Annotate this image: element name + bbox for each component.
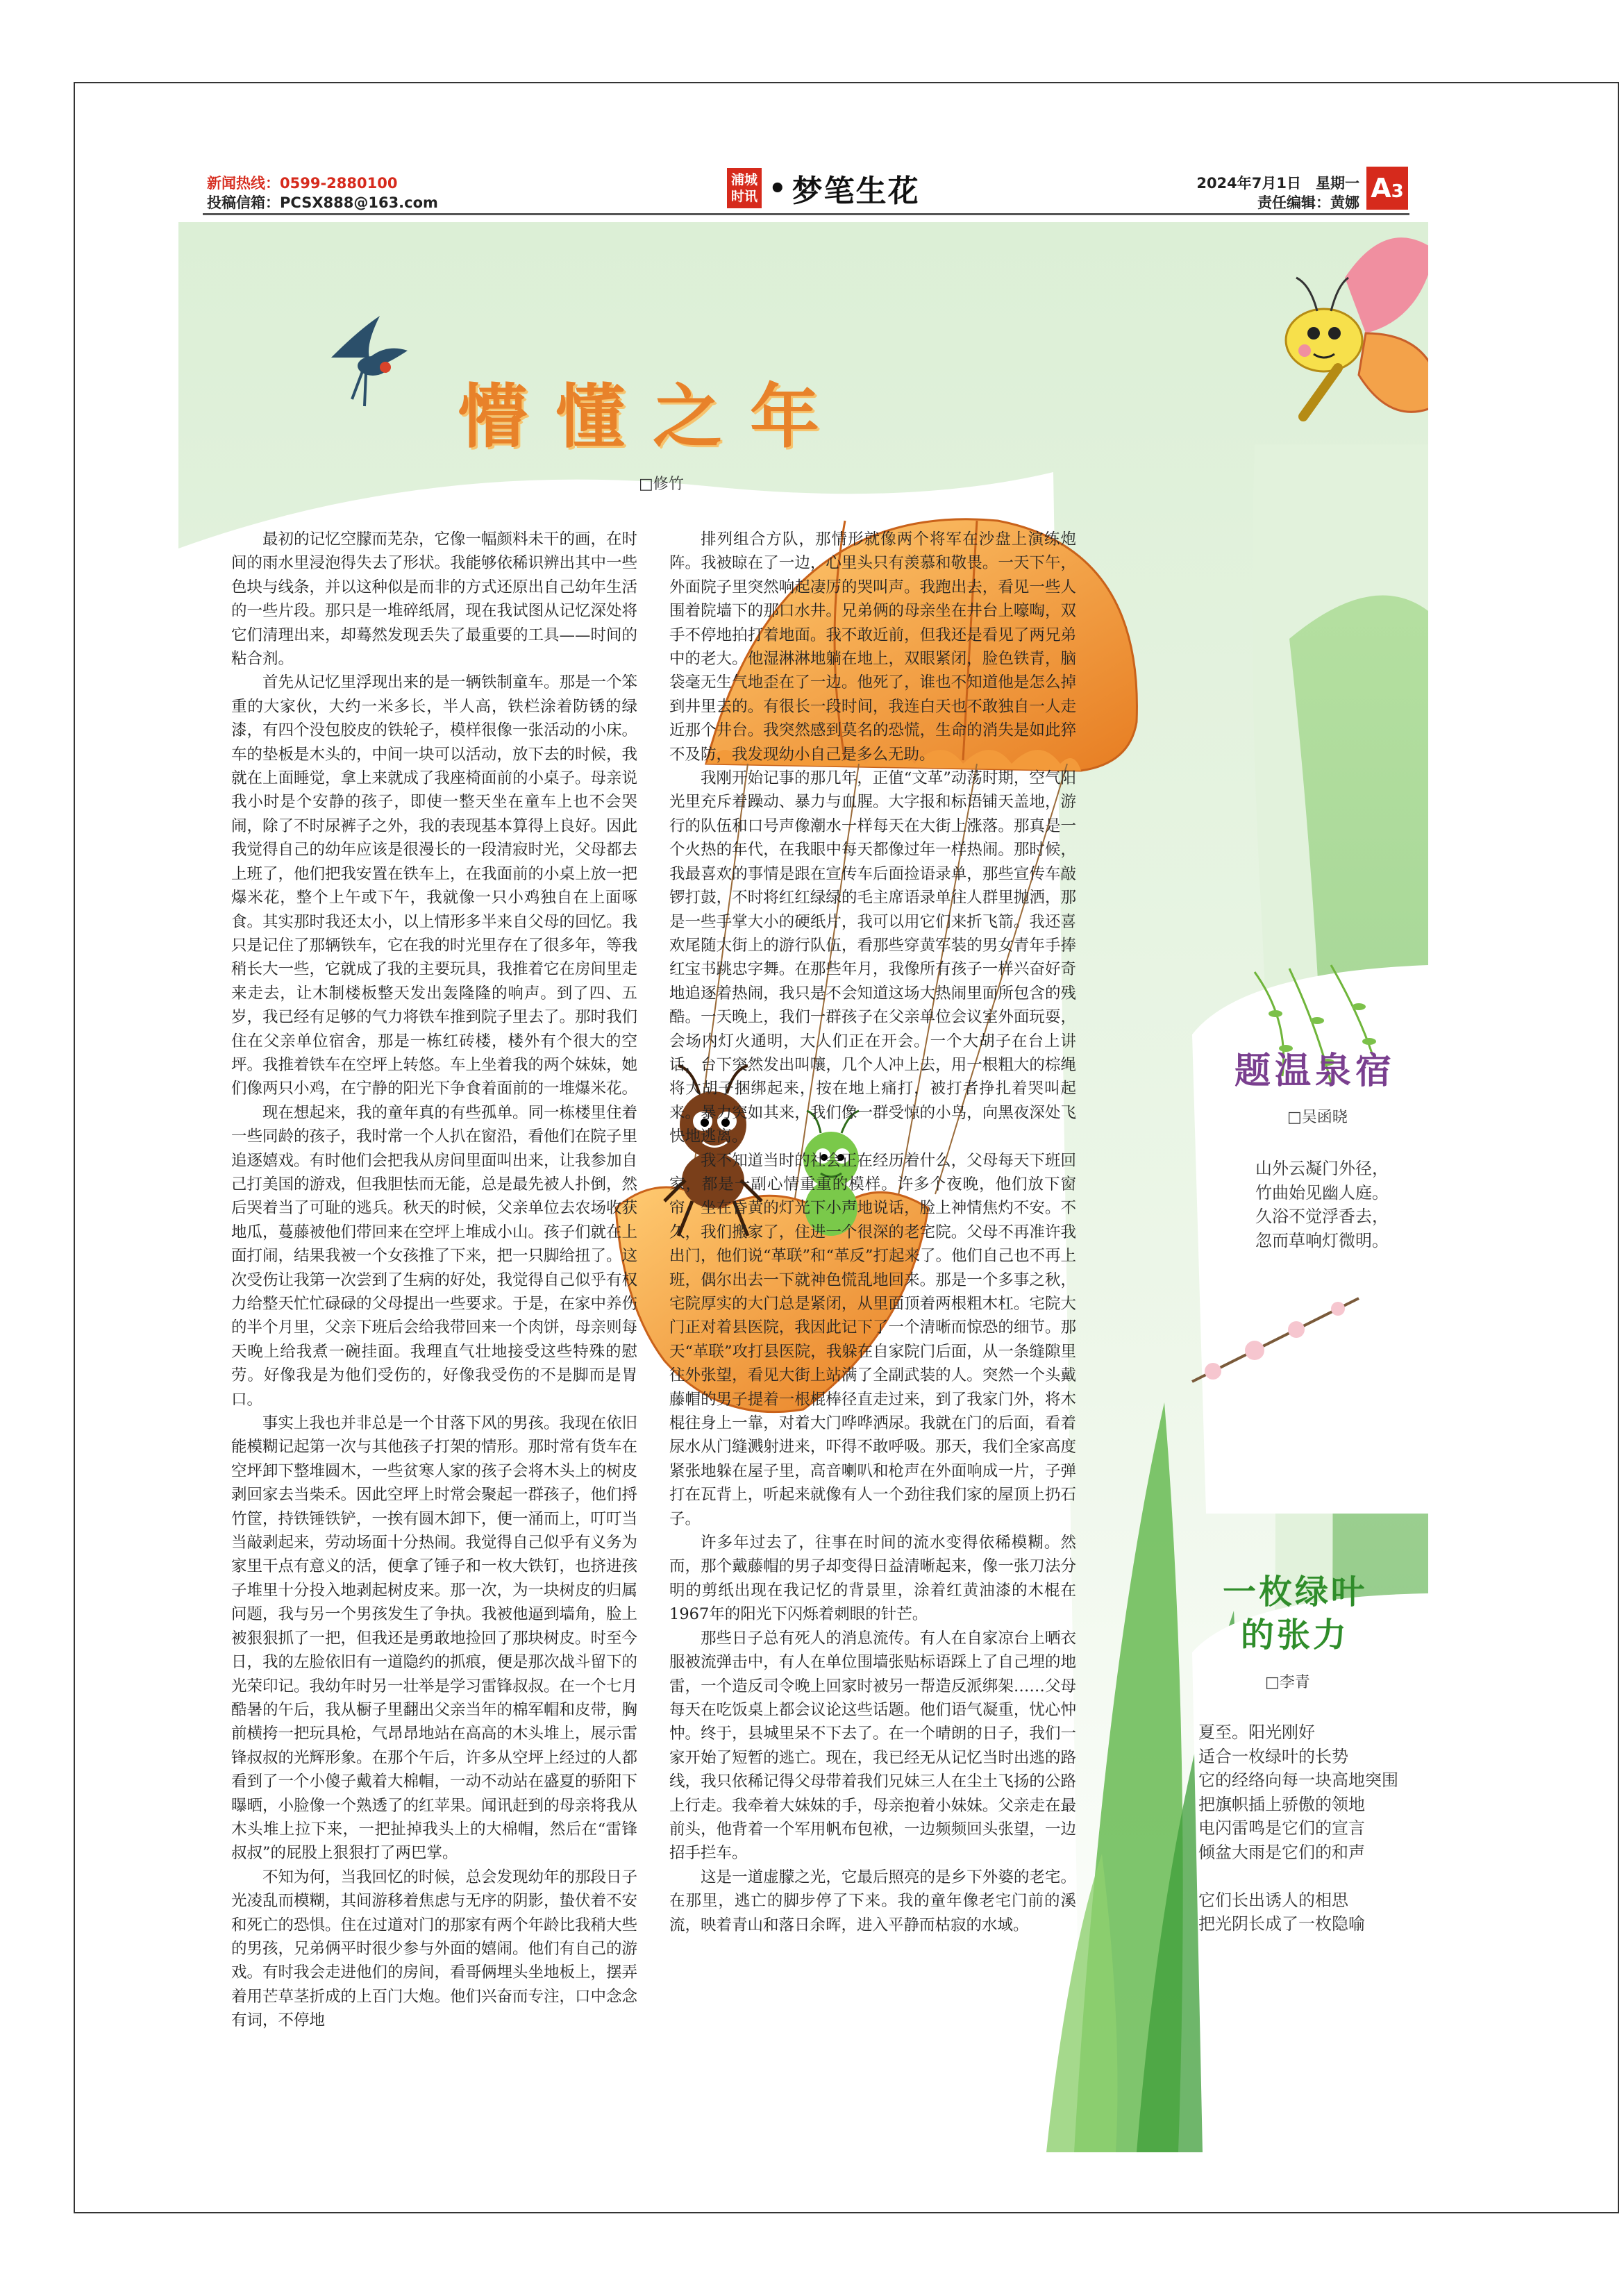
poem-line: 电闪雷鸣是它们的宣言 — [1198, 1818, 1365, 1838]
paragraph: 排列组合方队，那情形就像两个将军在沙盘上演练炮阵。我被晾在了一边，心里头只有羡慕和敬畏。一天下午，外面院子里突然响起凄厉的哭叫声。我跑出去，看见一些人围着院墙下的那口水井。兄弟俩的母亲坐在井台上嚎啕，双手不停地拍打着地面。我不敢近前，但我还是看见了两兄弟中的老大。他湿淋淋地躺在地上，双眼紧闭，脸色铁青，脑袋毫无生气地歪在了一边。他死了，谁也不知道他是怎么掉到井里去的。有很长一段时间，我连白天也不敢独自一人走近那个井台。我突然感到莫名的恐慌，生命的消失是如此猝不及防，我发现幼小自己是多么无助。 — [669, 530, 1076, 764]
poem-line: 它们长出诱人的相思 — [1198, 1890, 1348, 1910]
poem-1-author: □吴函晓 — [1287, 1109, 1348, 1126]
paragraph: 不知为何，当我回忆的时候，总会发现幼年的那段日子光凌乱而模糊，其间游移着焦虑与无序的阴影，蛰伏着不安和死亡的恐惧。住在过道对门的那家有两个年龄比我稍大些的男孩，兄弟俩平时很少参与外面的嬉闹。他们有自己的游戏。有时我会走进他们的房间，看哥俩埋头坐地板上，摆弄着用芒草茎折成的上百门大炮。他们兴奋而专注，口中念念有词，不停地 — [231, 1868, 637, 2030]
paragraph: 我刚开始记事的那几年，正值“文革”动荡时期，空气阳光里充斥着躁动、暴力与血腥。大字报和标语铺天盖地，游行的队伍和口号声像潮水一样每天在大街上涨落。那真是一个火热的年代，在我眼中每天都像过年一样热闹。那时候，我最喜欢的事情是跟在宣传车后面捡语录单，那些宣传车敲锣打鼓，不时将红红绿绿的毛主席语录单往人群里抛洒，那是一些手掌大小的硬纸片，我可以用它们来折飞箭。我还喜欢尾随大街上的游行队伍，看那些穿黄军装的男女青年手捧红宝书跳忠字舞。在那些年月，我像所有孩子一样兴奋好奇地追逐着热闹，我只是不会知道这场大热闹里面所包含的残酷。一天晚上，我们一群孩子在父亲单位会议室外面玩耍，会场内灯火通明，大人们正在开会。一个大胡子在台上讲话，台下突然发出叫嚷，几个人冲上去，用一根粗大的棕绳将大胡子捆绑起来，按在地上痛打，被打者挣扎着哭叫起来。暴力突如其来，我们像一群受惊的小鸟，向黑夜深处飞快地逃离。 — [669, 769, 1076, 1146]
section-header — [727, 167, 920, 210]
article-column-1 — [231, 528, 637, 2128]
paragraph: 现在想起来，我的童年真的有些孤单。同一栋楼里住着一些同龄的孩子，我时常一个人扒在窗沿，看他们在院子里追逐嬉戏。有时他们会把我从房间里面叫出来，让我参加自己打美国的游戏，但我胆怯而无能，总是最先被人扑倒，然后哭着当了可耻的逃兵。秋天的时候，父亲单位去农场收获地瓜，蔓藤被他们带回来在空坪上堆成小山。孩子们就在上面打闹，结果我被一个女孩推了下来，把一只脚给扭了。这次受伤让我第一次尝到了生病的好处，我觉得自己似乎有权力给整天忙忙碌碌的父母提出一些要求。于是，在家中养伤的半个月里，父亲下班后会给我带回来一个肉饼，母亲则每天晚上给我煮一碗挂面。我理直气壮地接受这些特殊的慰劳。好像我是为他们受伤的，好像我受伤的不是脚而是胃口。 — [231, 1103, 637, 1409]
poem-line: 它的经络向每一块高地突围 — [1198, 1770, 1398, 1790]
poem-line: 久浴不觉浮香去， — [1255, 1207, 1389, 1226]
paragraph: 最初的记忆空朦而芜杂，它像一幅颜料未干的画，在时间的雨水里浸泡得失去了形状。我能够依稀识辨出其中一些色块与线条，并以这种似是而非的方式还原出自己幼年生活的一些片段。那只是一堆碎纸屑，现在我试图从记忆深处将它们清理出来，却蓦然发现丢失了最重要的工具——时间的粘合剂。 — [231, 530, 637, 669]
header-meta — [1194, 174, 1359, 212]
header-dot: • — [769, 171, 787, 205]
poem-line: 把光阴长成了一枚隐喻 — [1198, 1914, 1365, 1934]
poem-line — [1198, 1864, 1398, 1888]
poem-line: 适合一枚绿叶的长势 — [1198, 1746, 1348, 1766]
poem-line: 忽而草响灯微明。 — [1255, 1230, 1389, 1250]
news-hotline: 新闻热线：0599-2880100 — [207, 175, 398, 192]
poem-2-body — [1198, 1720, 1398, 1936]
poem-line: 把旗帜插上骄傲的领地 — [1198, 1794, 1365, 1814]
poem-line: 夏至。阳光刚好 — [1198, 1723, 1315, 1742]
paragraph: 这是一道虚朦之光，它最后照亮的是乡下外婆的老宅。在那里，逃亡的脚步停了下来。我的童年像老宅门前的溪流，映着青山和落日余晖，进入平静而枯寂的水域。 — [669, 1868, 1076, 1934]
header-rule — [203, 213, 1409, 215]
section-title: 梦笔生花 — [792, 174, 920, 209]
poem-line: 山外云凝门外径， — [1255, 1159, 1389, 1178]
paragraph: 首先从记忆里浮现出来的是一辆铁制童车。那是一个笨重的大家伙，大约一米多长，半人高，铁栏涂着防锈的绿漆，有四个没包胶皮的铁轮子，模样很像一张活动的小床。车的垫板是木头的，中间一块可以活动，放下去的时候，我就在上面睡觉，拿上来就成了我座椅面前的小桌子。母亲说我小时是个安静的孩子，即使一整天坐在童车上也不会哭闹，除了不时尿裤子之外，我的表现基本算得上良好。因此我觉得自己的幼年应该是很漫长的一段清寂时光，父母都去上班了，他们把我安置在铁车上，在我面前的小桌上放一把爆米花，整个上午或下午，我就像一只小鸡独自在上面啄食。其实那时我还太小，以上情形多半来自父母的回忆。我只是记住了那辆铁车，它在我的时光里存在了很多年，等我稍长大一些，它就成了我的主要玩具，我推着它在房间里走来走去，让木制楼板整天发出轰隆隆的响声。到了四、五岁，我已经有足够的气力将铁车推到院子里去了。那时我们住在父亲单位宿舍，那是一栋红砖楼，楼外有个很大的空坪。我推着铁车在空坪上转悠。车上坐着我的两个妹妹，她们像两只小鸡，在宁静的阳光下争食着面前的一堆爆米花。 — [231, 673, 637, 1098]
poem-1-title: 题温泉宿 — [1234, 1050, 1396, 1092]
poem-line: 竹曲始见幽人庭。 — [1255, 1182, 1389, 1203]
issue-date: 2024年7月1日 星期一 — [1196, 175, 1359, 192]
article-column-2 — [669, 528, 1076, 2128]
paper-badge: 浦城 时讯 — [727, 168, 762, 208]
paragraph: 许多年过去了，往事在时间的流水变得依稀模糊。然而，那个戴藤帽的男子却变得日益清晰起来，像一张刀法分明的剪纸出现在我记忆的背景里，涂着红黄油漆的木棍在1967年的阳光下闪烁着刺眼的针芒。 — [669, 1534, 1076, 1624]
header-contact — [207, 174, 438, 212]
poem-1-body — [1255, 1157, 1389, 1252]
paragraph: 那些日子总有死人的消息流传。有人在自家凉台上晒衣服被流弹击中，有人在单位围墙张贴标语踩上了自己埋的地雷，一个造反司令晚上回家时被另一帮造反派绑架……父母每天在吃饭桌上都会议论这些话题。他们语气凝重，忧心忡忡。终于，县城里呆不下去了。在一个晴朗的日子，我们一家开始了短暂的逃亡。现在，我已经无从记忆当时出逃的路线，我只依稀记得父母带着我们兄妹三人在尘土飞扬的公路上行走。我牵着大妹妹的手，母亲抱着小妹妹。父亲走在最前头，他背着一个军用帆布包袱，一边频频回头张望，一边招手拦车。 — [669, 1629, 1076, 1863]
article-title: 懵懂之年 — [458, 376, 847, 458]
paragraph: 我不知道当时的社会正在经历着什么，父母每天下班回家，都是一副心情重重的模样。许多个夜晚，他们放下窗帘，坐在昏黄的灯光下小声地说话，脸上神情焦灼不安。不久，我们搬家了，住进一个很深的老宅院。父母不再准许我出门，他们说“革联”和“革反”打起来了。他们自己也不再上班，偶尔出去一下就神色慌乱地回来。那是一个多事之秋，宅院厚实的大门总是紧闭，从里面顶着两根粗木杠。宅院大门正对着县医院，我因此记下了一个清晰而惊恐的细节。那天“革联”攻打县医院，我躲在自家院门后面，从一条缝隙里往外张望，看见大街上站满了全副武装的人。突然一个头戴藤帽的男子提着一根棍棒径直走过来，到了我家门外，将木棍往身上一靠，对着大门哗哗洒尿。我就在门的后面，看着尿水从门缝溅射进来，吓得不敢呼吸。那天，我们全家高度紧张地躲在屋子里，高音喇叭和枪声在外面响成一片，子弹打在瓦背上，听起来就像有人一个劲往我们家的屋顶上扔石子。 — [669, 1151, 1076, 1528]
poem-2-title: 一枚绿叶 的张力 — [1222, 1573, 1367, 1654]
article-author: □修竹 — [639, 476, 684, 493]
poem-2-author: □李青 — [1265, 1674, 1310, 1691]
submission-email: 投稿信箱：PCSX888@163.com — [207, 194, 438, 211]
poem-line: 倾盆大雨是它们的和声 — [1198, 1842, 1365, 1862]
paragraph: 事实上我也并非总是一个甘落下风的男孩。我现在依旧能模糊记起第一次与其他孩子打架的情形。那时常有货车在空坪卸下整堆圆木，一些贫寒人家的孩子会将木头上的树皮剥回家去当柴禾。因此空坪上时常会聚起一群孩子，他们捋竹筐，持铁锤铁铲，一挨有圆木卸下，便一涌而上，叮叮当当敲剥起来，劳动场面十分热闹。我觉得自己似乎有义务为家里干点有意义的活，便拿了锤子和一枚大铁钉，也挤进孩子堆里十分投入地剥起树皮来。那一次，为一块树皮的归属问题，我与另一个男孩发生了争执。我被他逼到墙角，脸上被狠狠抓了一把，但我还是勇敢地捡回了那块树皮。时至今日，我的左脸依旧有一道隐约的抓痕，便是那次战斗留下的光荣印记。我幼年时另一壮举是学习雷锋叔叔。在一个七月酷暑的午后，我从橱子里翻出父亲当年的棉军帽和皮带，胸前横挎一把玩具枪，气昂昂地站在高高的木头堆上，展示雷锋叔叔的光辉形象。在那个午后，许多从空坪上经过的人都看到了一个小傻子戴着大棉帽，一动不动站在盛夏的骄阳下曝晒，小脸像一个熟透了的红苹果。闻讯赶到的母亲将我从木头堆上拉下来，一把扯掉我头上的大棉帽，然后在“雷锋叔叔”的屁股上狠狠打了两巴掌。 — [231, 1414, 637, 1863]
editor-credit: 责任编辑：黄娜 — [1257, 194, 1359, 211]
page-number-badge: A 3 — [1366, 167, 1408, 210]
